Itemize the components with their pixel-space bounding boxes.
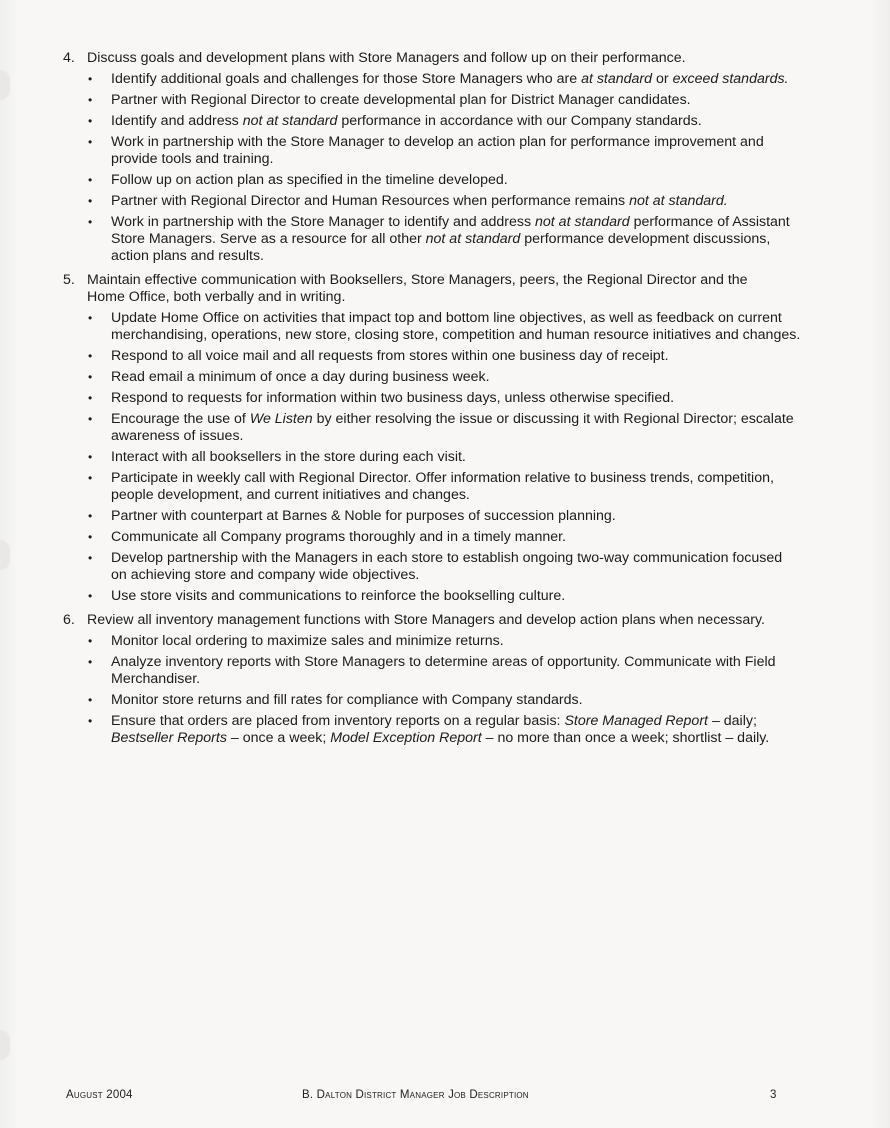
list-item-text [111, 390, 801, 407]
text-run: Respond to requests for information within two business days, unless otherwise specified. [111, 390, 675, 406]
list-item-text [111, 529, 801, 546]
bullet-icon: • [88, 412, 93, 426]
list-item [86, 92, 823, 109]
list-item-text [111, 71, 801, 88]
list-item-text [111, 692, 801, 709]
bullet-icon: • [88, 215, 93, 229]
bullet-list [63, 71, 823, 265]
list-item [86, 390, 823, 407]
list-item [86, 71, 823, 88]
section-title [87, 50, 787, 67]
italic-text-run: exceed standards. [672, 71, 789, 87]
bullet-icon: • [88, 135, 93, 149]
italic-text-run: not at standard [425, 231, 521, 247]
list-item-text [111, 713, 801, 747]
list-item-text [111, 172, 801, 189]
list-item-text [111, 470, 801, 504]
footer-date: August 2004 [66, 1089, 133, 1101]
list-item-text [111, 633, 801, 650]
text-run: Communicate all Company programs thoroughly and in a timely manner. [111, 529, 567, 545]
numbered-section [63, 272, 823, 605]
list-item [86, 172, 823, 189]
bullet-icon: • [88, 114, 93, 128]
text-run: Partner with counterpart at Barnes & Noble for purposes of succession planning. [111, 508, 616, 524]
text-run: Encourage the use of [111, 411, 250, 427]
italic-text-run: not at standard. [629, 193, 728, 209]
list-item-text [111, 113, 801, 130]
section-title [87, 272, 787, 306]
page-number: 3 [770, 1089, 777, 1101]
bullet-icon: • [88, 634, 93, 648]
italic-text-run: at standard [581, 71, 653, 87]
list-item-text [111, 369, 801, 386]
text-run: by either resolving the issue or discussing it with Regional Director; escalate awareness of issues. [111, 411, 794, 444]
section-number: 6. [63, 612, 75, 628]
bullet-icon: • [88, 311, 93, 325]
text-run: performance of Assistant Store Managers. Serve as a resource for all other [111, 214, 790, 247]
text-run: Develop partnership with the Managers in each store to establish ongoing two-way communication focused on achieving store and company wide objectives. [111, 550, 783, 583]
text-run: Maintain effective communication with Booksellers, Store Managers, peers, the Regional Director and the Home Office, both verbally and in writing. [87, 272, 748, 305]
text-run: Use store visits and communications to reinforce the bookselling culture. [111, 588, 566, 604]
list-item [86, 588, 823, 605]
punch-hole-shadow [0, 70, 10, 100]
list-item [86, 550, 823, 584]
bullet-icon: • [88, 194, 93, 208]
section-heading [63, 612, 823, 629]
text-run: Work in partnership with the Store Manager to develop an action plan for performance improvement and provide tools and training. [111, 134, 764, 167]
list-item-text [111, 92, 801, 109]
text-run: Analyze inventory reports with Store Managers to determine areas of opportunity. Communicate with Field Merchandiser. [111, 654, 776, 687]
list-item [86, 654, 823, 688]
list-item [86, 633, 823, 650]
punch-hole-shadow [0, 540, 10, 570]
list-item-text [111, 508, 801, 525]
text-run: Respond to all voice mail and all requests from stores within one business day of receipt. [111, 348, 669, 364]
page-footer [66, 1089, 786, 1105]
text-run: Ensure that orders are placed from inventory reports on a regular basis: [111, 713, 565, 729]
bullet-icon: • [88, 72, 93, 86]
bullet-icon: • [88, 655, 93, 669]
bullet-icon: • [88, 93, 93, 107]
italic-text-run: not at standard [242, 113, 338, 129]
text-run: Update Home Office on activities that impact top and bottom line objectives, as well as feedback on current merchandising, operations, new store, closing store, competition and human resource initiatives and changes. [111, 310, 801, 343]
bullet-list [63, 310, 823, 605]
text-run: performance development discussions, action plans and results. [111, 231, 771, 264]
bullet-icon: • [88, 391, 93, 405]
text-run: – once a week; [226, 730, 331, 746]
text-run: Partner with Regional Director to create developmental plan for District Manager candidates. [111, 92, 691, 108]
section-number: 4. [63, 50, 75, 66]
bullet-icon: • [88, 530, 93, 544]
text-run: Discuss goals and development plans with Store Managers and follow up on their performance. [87, 50, 686, 66]
list-item [86, 692, 823, 709]
list-item-text [111, 214, 801, 265]
list-item [86, 529, 823, 546]
text-run: Identify additional goals and challenges for those Store Managers who are [111, 71, 582, 87]
text-run: Monitor store returns and fill rates for compliance with Company standards. [111, 692, 583, 708]
italic-text-run: Model Exception Report [330, 730, 482, 746]
italic-text-run: Bestseller Reports [111, 730, 227, 746]
bullet-icon: • [88, 714, 93, 728]
text-run: Partner with Regional Director and Human Resources when performance remains [111, 193, 630, 209]
section-heading [63, 272, 823, 306]
list-item-text [111, 449, 801, 466]
list-item-text [111, 134, 801, 168]
list-item-text [111, 588, 801, 605]
list-item-text [111, 310, 801, 344]
text-run: – daily; [708, 713, 757, 729]
list-item [86, 508, 823, 525]
text-run: Read email a minimum of once a day during business week. [111, 369, 490, 385]
list-item [86, 470, 823, 504]
list-item-text [111, 193, 801, 210]
bullet-icon: • [88, 349, 93, 363]
bullet-icon: • [88, 551, 93, 565]
list-item [86, 369, 823, 386]
list-item [86, 134, 823, 168]
list-item [86, 193, 823, 210]
text-run: performance in accordance with our Company standards. [337, 113, 702, 129]
italic-text-run: not at standard [535, 214, 630, 230]
bullet-icon: • [88, 370, 93, 384]
text-run: Work in partnership with the Store Manager to identify and address [111, 214, 536, 230]
text-run: or [652, 71, 673, 87]
list-item [86, 411, 823, 445]
list-item [86, 449, 823, 466]
bullet-icon: • [88, 173, 93, 187]
list-item-text [111, 411, 801, 445]
list-item [86, 348, 823, 365]
text-run: Interact with all booksellers in the store during each visit. [111, 449, 466, 465]
list-item [86, 214, 823, 265]
section-heading [63, 50, 823, 67]
text-run: Review all inventory management functions with Store Managers and develop action plans when necessary. [87, 612, 765, 628]
section-number: 5. [63, 272, 75, 288]
text-run: – no more than once a week; shortlist – daily. [481, 730, 770, 746]
italic-text-run: Store Managed Report [564, 713, 708, 729]
bullet-icon: • [88, 450, 93, 464]
document-body [63, 50, 823, 754]
list-item [86, 310, 823, 344]
list-item [86, 713, 823, 747]
text-run: Participate in weekly call with Regional Director. Offer information relative to business trends, competition, people development, and current initiatives and changes. [111, 470, 774, 503]
bullet-icon: • [88, 693, 93, 707]
text-run: Follow up on action plan as specified in the timeline developed. [111, 172, 508, 188]
numbered-section [63, 612, 823, 747]
bullet-list [63, 633, 823, 747]
footer-document-title: B. Dalton District Manager Job Description [302, 1089, 529, 1101]
list-item-text [111, 550, 801, 584]
text-run: Monitor local ordering to maximize sales and minimize returns. [111, 633, 504, 649]
list-item-text [111, 654, 801, 688]
section-title [87, 612, 787, 629]
text-run: Identify and address [111, 113, 243, 129]
list-item [86, 113, 823, 130]
italic-text-run: We Listen [249, 411, 313, 427]
bullet-icon: • [88, 471, 93, 485]
numbered-section [63, 50, 823, 265]
bullet-icon: • [88, 589, 93, 603]
punch-hole-shadow [0, 1030, 10, 1060]
bullet-icon: • [88, 509, 93, 523]
list-item-text [111, 348, 801, 365]
